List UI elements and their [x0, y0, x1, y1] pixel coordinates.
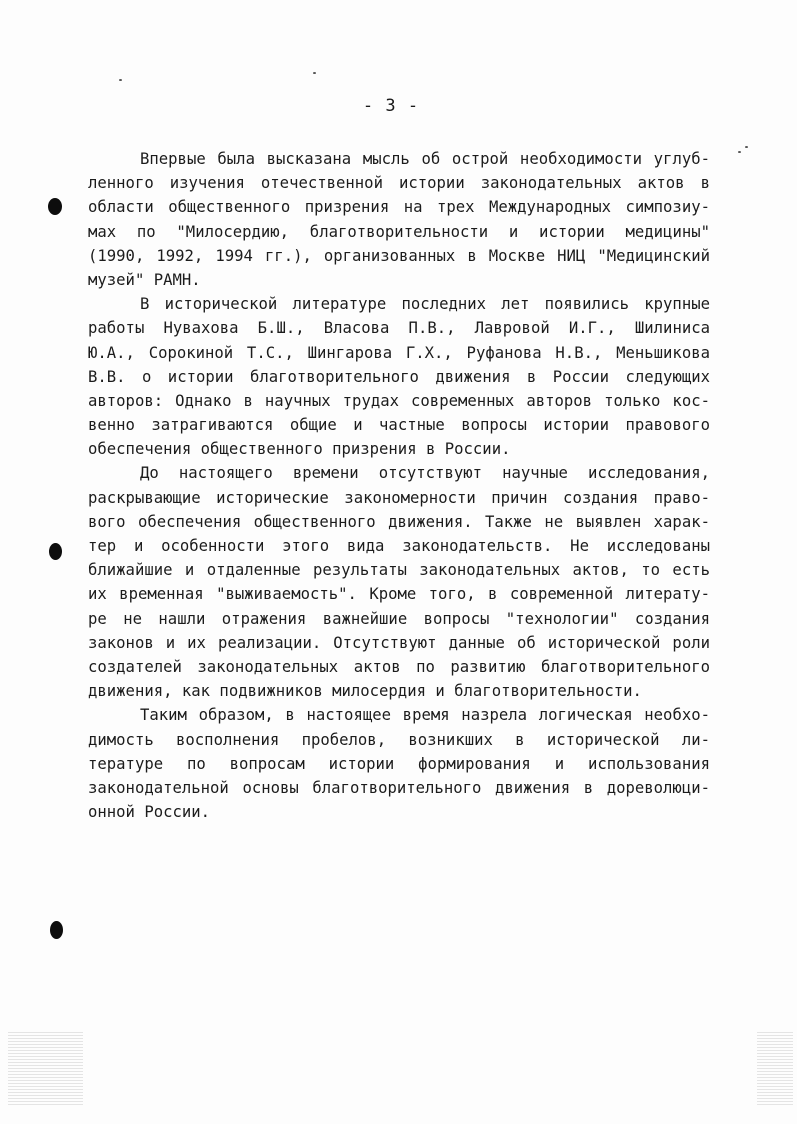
text-line: работы Нувахова Б.Ш., Власова П.В., Лавровой И.Г., Шилиниса [88, 319, 710, 338]
punch-hole-mark [48, 198, 62, 215]
text-line: авторов: Однако в научных трудах современных авторов только кос- [88, 391, 710, 410]
text-line: Впервые была высказана мысль об острой необходимости углуб- [140, 150, 710, 168]
text-line: димость восполнения пробелов, возникших в исторической ли- [88, 730, 710, 749]
scan-speck [738, 151, 741, 153]
text-line: мах по "Милосердию, благотворительности и истории медицины" [88, 222, 710, 241]
text-line: вого обеспечения общественного движения. Также не выявлен харак- [88, 512, 710, 531]
paragraph-1 [88, 147, 710, 292]
punch-hole-mark [49, 543, 62, 560]
paragraph-4 [88, 703, 710, 824]
text-line: ленного изучения отечественной истории законодательных актов в [88, 174, 710, 193]
scan-speck [745, 146, 748, 148]
text-line: тературе по вопросам истории формирования и использования [88, 754, 710, 773]
text-line: создателей законодательных актов по развитию благотворительного [88, 657, 710, 676]
text-line: движения, как подвижников милосердия и благотворительности. [88, 682, 642, 701]
scan-speck [313, 72, 316, 74]
text-line: До настоящего времени отсутствуют научные исследования, [140, 464, 710, 483]
text-line: музей" РАМН. [88, 270, 201, 289]
text-line: венно затрагиваются общие и частные вопросы истории правового [88, 416, 710, 435]
text-line: В.В. о истории благотворительного движения в России следующих [88, 367, 710, 386]
scan-speck [119, 79, 122, 81]
scan-noise [757, 1030, 793, 1105]
text-line: Таким образом, в настоящее время назрела логическая необхо- [140, 706, 710, 725]
text-line: тер и особенности этого вида законодательств. Не исследованы [88, 537, 710, 555]
page-number: - 3 - [362, 96, 420, 116]
text-line: законов и их реализации. Отсутствуют данные об исторической роли [88, 633, 710, 652]
text-line: онной России. [88, 803, 211, 822]
text-line: их временная "выживаемость". Кроме того, в современной литерату- [88, 585, 710, 604]
text-line: обеспечения общественного призрения в России. [88, 440, 511, 459]
paragraph-3 [88, 461, 710, 703]
text-line: ре не нашли отражения важнейшие вопросы "технологии" создания [88, 609, 710, 628]
text-line: Ю.А., Сорокиной Т.С., Шингарова Г.Х., Руфанова Н.В., Меньшикова [88, 343, 710, 362]
punch-hole-mark [50, 921, 63, 939]
text-line: (1990, 1992, 1994 гг.), организованных в Москве НИЦ "Медицинский [88, 246, 710, 265]
text-line: области общественного призрения на трех Международных симпозиу- [88, 198, 710, 217]
paragraph-2 [88, 292, 710, 461]
text-line: В исторической литературе последних лет появились крупные [140, 295, 710, 314]
scan-noise [8, 1030, 83, 1105]
document-body [88, 147, 710, 824]
text-line: законодательной основы благотворительного движения в дореволюци- [88, 778, 710, 797]
text-line: ближайшие и отдаленные результаты законодательных актов, то есть [88, 561, 710, 580]
text-line: раскрывающие исторические закономерности причин создания право- [88, 488, 710, 507]
